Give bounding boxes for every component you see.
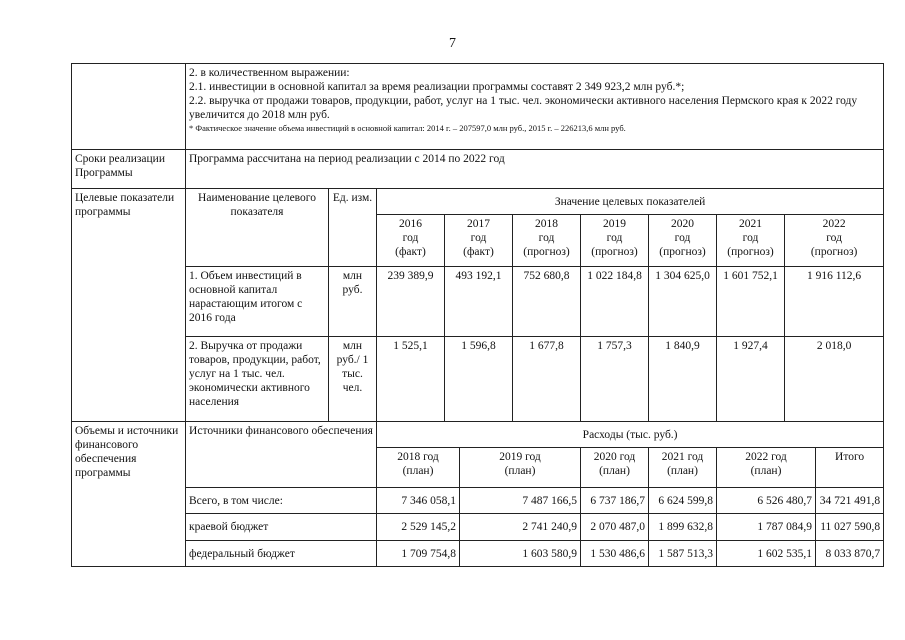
funding-col-source: Источники финансового обеспечения — [186, 422, 377, 488]
funding-row-federal-name: федеральный бюджет — [186, 541, 377, 567]
target-row-1-2021: 1 601 752,1 — [717, 267, 785, 337]
funding-row-regional-sum: 11 027 590,8 — [816, 514, 884, 541]
funding-label: Объемы и источники финансового обеспечения программы — [72, 422, 186, 567]
target-row-2-2017: 1 596,8 — [445, 337, 513, 422]
funding-row-total-2018: 7 346 058,1 — [377, 488, 460, 514]
funding-row-total-2022: 6 526 480,7 — [717, 488, 816, 514]
target-row-1-2018: 752 680,8 — [513, 267, 581, 337]
funding-row-federal-sum: 8 033 870,7 — [816, 541, 884, 567]
target-row-2-2020: 1 840,9 — [649, 337, 717, 422]
target-row-2-2018: 1 677,8 — [513, 337, 581, 422]
target-year-2018: 2018 год (прогноз) — [513, 215, 581, 267]
passport-table — [71, 63, 884, 567]
funding-row-total-sum: 34 721 491,8 — [816, 488, 884, 514]
target-row-2-unit: млн руб./ 1 тыс. чел. — [329, 337, 377, 422]
intro-line-1: 2. в количественном выражении: — [189, 67, 350, 79]
intro-line-3: 2.2. выручка от продажи товаров, продукции, работ, услуг на 1 тыс. чел. экономически активного населения Пермского края к 2022 году увеличится до 2018 млн руб. — [189, 95, 858, 121]
target-row-1-2020: 1 304 625,0 — [649, 267, 717, 337]
target-year-2022: 2022 год (прогноз) — [785, 215, 884, 267]
funding-row-total-name: Всего, в том числе: — [186, 488, 377, 514]
period-text: Программа рассчитана на период реализации с 2014 по 2022 год — [186, 150, 884, 189]
funding-row-federal-2018: 1 709 754,8 — [377, 541, 460, 567]
funding-year-2022: 2022 год (план) — [717, 448, 816, 488]
funding-row-federal-2021: 1 587 513,3 — [649, 541, 717, 567]
intro-footnote: * Фактическое значение объема инвестиций в основной капитал: 2014 г. – 207597,0 млн руб., 2015 г. – 226213,6 млн руб. — [189, 123, 626, 133]
funding-row-total-2020: 6 737 186,7 — [581, 488, 649, 514]
funding-row-regional-name: краевой бюджет — [186, 514, 377, 541]
target-year-2019: 2019 год (прогноз) — [581, 215, 649, 267]
funding-year-2019: 2019 год (план) — [460, 448, 581, 488]
target-row-2-2021: 1 927,4 — [717, 337, 785, 422]
target-row-1-2022: 1 916 112,6 — [785, 267, 884, 337]
targets-col-values: Значение целевых показателей — [377, 189, 884, 215]
funding-row-regional-2018: 2 529 145,2 — [377, 514, 460, 541]
funding-row-federal-2019: 1 603 580,9 — [460, 541, 581, 567]
target-row-1-2019: 1 022 184,8 — [581, 267, 649, 337]
funding-row-total-2021: 6 624 599,8 — [649, 488, 717, 514]
intro-cell — [186, 64, 884, 150]
target-year-2017: 2017 год (факт) — [445, 215, 513, 267]
funding-col-expenses: Расходы (тыс. руб.) — [377, 422, 884, 448]
target-year-2020: 2020 год (прогноз) — [649, 215, 717, 267]
funding-row-regional-2022: 1 787 084,9 — [717, 514, 816, 541]
funding-row-regional-2019: 2 741 240,9 — [460, 514, 581, 541]
target-row-2-name: 2. Выручка от продажи товаров, продукции, работ, услуг на 1 тыс. чел. экономически активного населения — [186, 337, 329, 422]
target-row-1-2017: 493 192,1 — [445, 267, 513, 337]
target-row-1-name: 1. Объем инвестиций в основной капитал нарастающим итогом с 2016 года — [186, 267, 329, 337]
target-row-2-2022: 2 018,0 — [785, 337, 884, 422]
funding-year-2020: 2020 год (план) — [581, 448, 649, 488]
target-row-2-2019: 1 757,3 — [581, 337, 649, 422]
targets-col-name: Наименование целевого показателя — [186, 189, 329, 267]
page-number: 7 — [449, 36, 456, 51]
targets-col-unit: Ед. изм. — [329, 189, 377, 267]
target-row-1-unit: млн руб. — [329, 267, 377, 337]
funding-year-2021: 2021 год (план) — [649, 448, 717, 488]
period-label: Сроки реализации Программы — [72, 150, 186, 189]
funding-row-federal-2022: 1 602 535,1 — [717, 541, 816, 567]
targets-label: Целевые показатели программы — [72, 189, 186, 422]
funding-row-regional-2020: 2 070 487,0 — [581, 514, 649, 541]
intro-label-cell — [72, 64, 186, 150]
funding-row-total-2019: 7 487 166,5 — [460, 488, 581, 514]
target-row-2-2016: 1 525,1 — [377, 337, 445, 422]
funding-row-regional-2021: 1 899 632,8 — [649, 514, 717, 541]
target-year-2016: 2016 год (факт) — [377, 215, 445, 267]
target-row-1-2016: 239 389,9 — [377, 267, 445, 337]
funding-year-2018: 2018 год (план) — [377, 448, 460, 488]
funding-row-federal-2020: 1 530 486,6 — [581, 541, 649, 567]
intro-line-2: 2.1. инвестиции в основной капитал за время реализации программы составят 2 349 923,2 млн руб.*; — [189, 81, 685, 93]
target-year-2021: 2021 год (прогноз) — [717, 215, 785, 267]
funding-col-total: Итого — [816, 448, 884, 488]
